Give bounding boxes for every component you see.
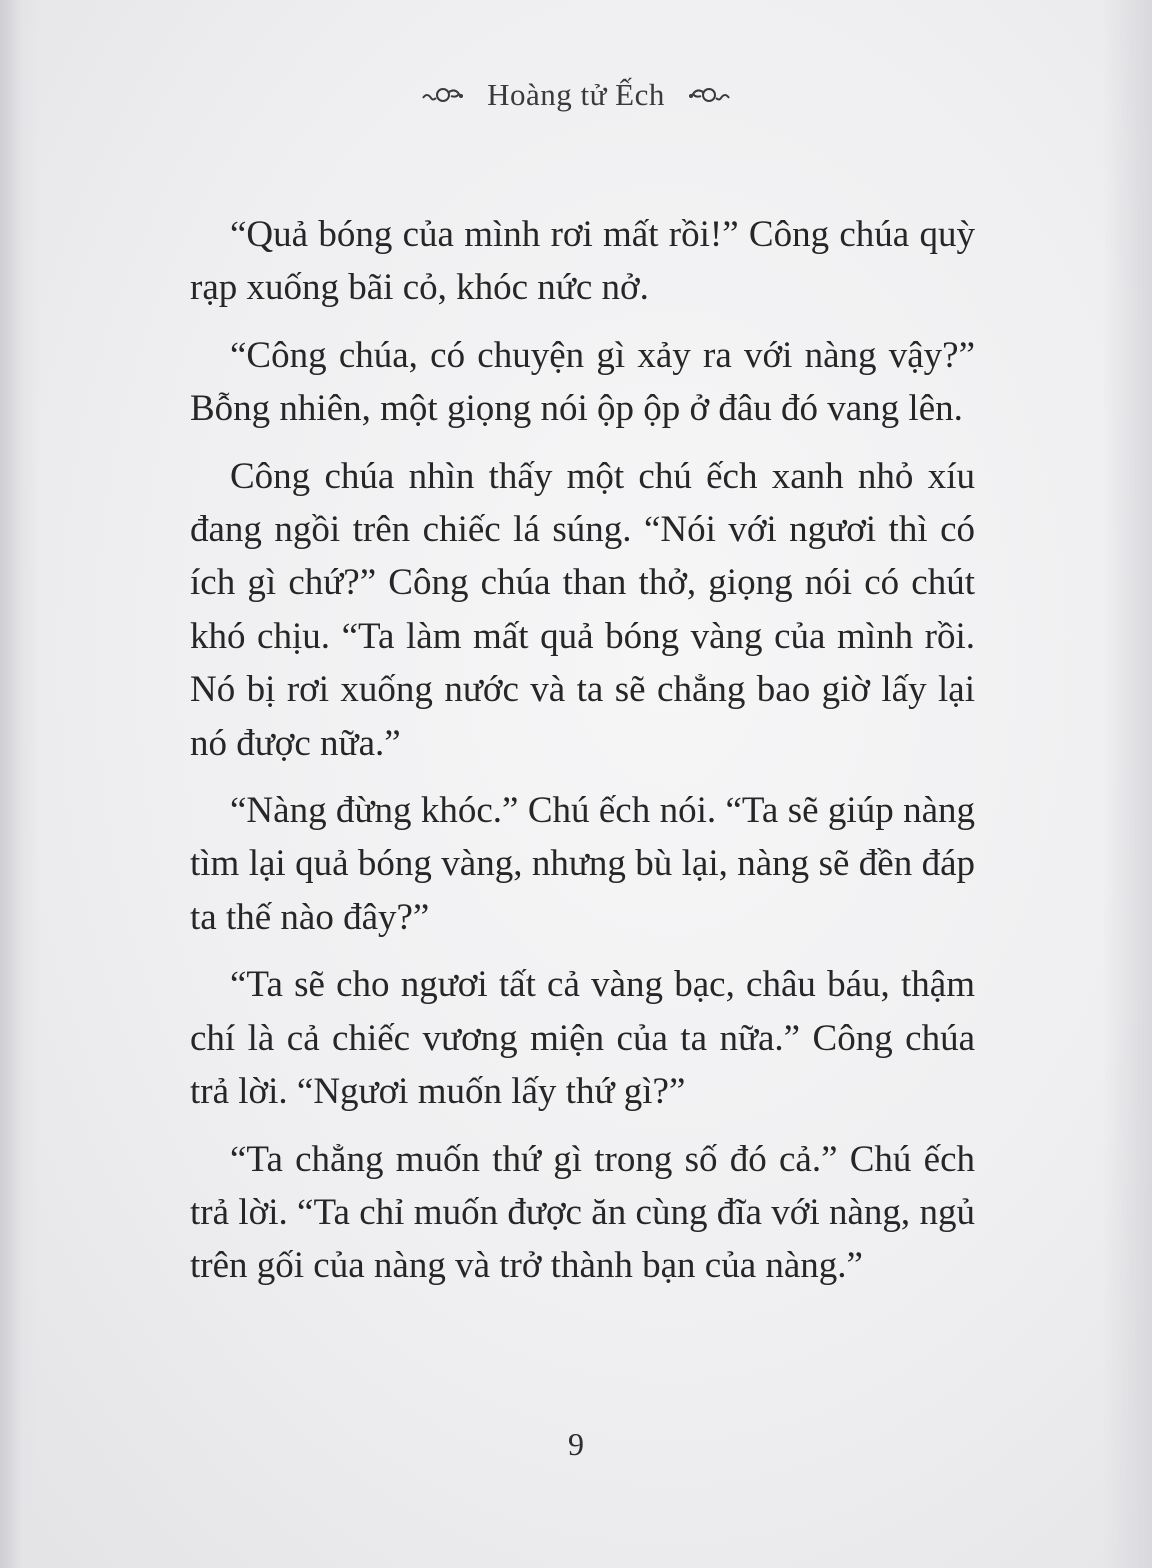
page-edge-shadow [1102,0,1152,1568]
paragraph-5: “Ta sẽ cho ngươi tất cả vàng bạc, châu báu, thậm chí là cả chiếc vương miện của ta nữa.” Công chúa trả lời. “Ngươi muốn lấy thứ gì?” [190,964,975,1113]
right-ornament-icon [685,84,733,106]
left-ornament-icon [419,84,467,106]
page-number: 9 [568,1426,584,1462]
paragraph-6: “Ta chẳng muốn thứ gì trong số đó cả.” Chú ếch trả lời. “Ta chỉ muốn được ăn cùng đĩa với nàng, ngủ trên gối của nàng và trở thành bạn của nàng.” [190,1138,975,1287]
running-header [0,74,1152,113]
page-binding-shadow [0,0,40,1568]
story-text [190,208,975,1307]
book-title: Hoàng tử Ếch [487,76,665,112]
paragraph-2: “Công chúa, có chuyện gì xảy ra với nàng vậy?” Bỗng nhiên, một giọng nói ộp ộp ở đâu đó vang lên. [190,334,975,430]
paragraph-1: “Quả bóng của mình rơi mất rồi!” Công chúa quỳ rạp xuống bãi cỏ, khóc nức nở. [190,214,975,309]
paragraph-3: Công chúa nhìn thấy một chú ếch xanh nhỏ xíu đang ngồi trên chiếc lá súng. “Nói với ngươi thì có ích gì chứ?” Công chúa than thở, giọng nói có chút khó chịu. “Ta làm mất quả bóng vàng của mình rồi. Nó bị rơi xuống nước và ta sẽ chẳng bao giờ lấy lại nó được nữa.” [190,455,975,764]
paragraph-4: “Nàng đừng khóc.” Chú ếch nói. “Ta sẽ giúp nàng tìm lại quả bóng vàng, nhưng bù lại, nàng sẽ đền đáp ta thế nào đây?” [190,790,975,938]
